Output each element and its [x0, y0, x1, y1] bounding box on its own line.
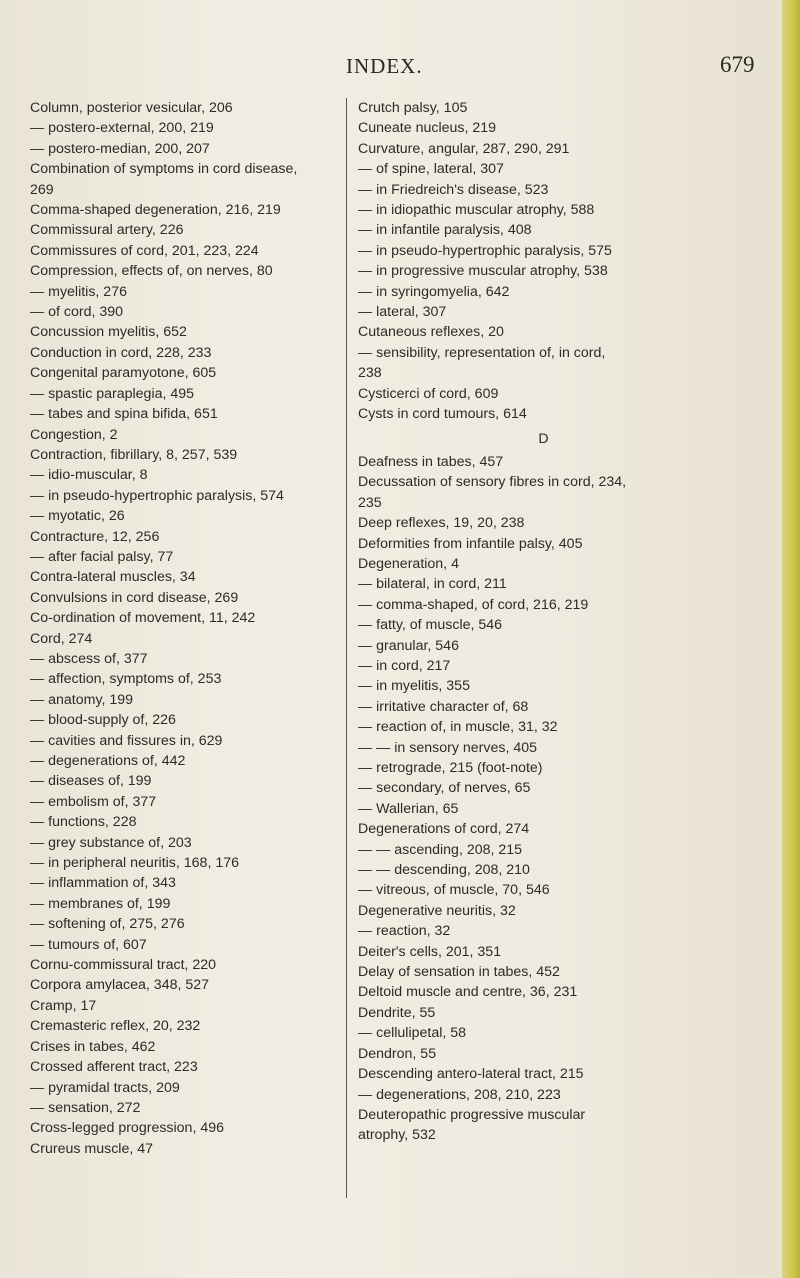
index-entry: Cuneate nucleus, 219 — [358, 120, 497, 137]
index-entry: Cysticerci of cord, 609 — [358, 385, 499, 402]
index-entry: — functions, 228 — [30, 814, 137, 831]
section-letter: D — [538, 430, 550, 447]
index-entry: — pyramidal tracts, 209 — [30, 1079, 180, 1096]
index-entry: 235 — [358, 494, 382, 511]
index-entry: Crossed afferent tract, 223 — [30, 1059, 198, 1076]
index-entry: Contraction, fibrillary, 8, 257, 539 — [30, 446, 238, 463]
index-entry: — postero-median, 200, 207 — [30, 140, 210, 157]
index-entry: — granular, 546 — [358, 637, 459, 654]
index-entry: Crureus muscle, 47 — [30, 1140, 154, 1157]
index-entry: Crutch palsy, 105 — [358, 100, 468, 116]
index-entry: — vitreous, of muscle, 70, 546 — [358, 882, 550, 899]
index-entry: — in pseudo-hypertrophic paralysis, 575 — [358, 242, 612, 259]
index-entry: — Wallerian, 65 — [358, 800, 459, 817]
index-entry: Degenerations of cord, 274 — [358, 821, 530, 838]
column-divider — [346, 98, 347, 1198]
index-entry: — membranes of, 199 — [30, 895, 171, 912]
index-entry: Cremasteric reflex, 20, 232 — [30, 1018, 201, 1035]
index-entry: Conduction in cord, 228, 233 — [30, 344, 212, 361]
page-header — [0, 54, 800, 84]
index-entry: — in pseudo-hypertrophic paralysis, 574 — [30, 487, 284, 504]
index-entry: Cord, 274 — [30, 630, 93, 647]
index-entry: — irritative character of, 68 — [358, 698, 529, 715]
index-entry: Cutaneous reflexes, 20 — [358, 324, 504, 341]
index-entry: — anatomy, 199 — [30, 691, 134, 708]
index-entry: — in myelitis, 355 — [358, 678, 470, 695]
index-entry: — in syringomyelia, 642 — [358, 283, 510, 300]
index-entry: — in Friedreich's disease, 523 — [358, 181, 549, 198]
index-entry: — of spine, lateral, 307 — [358, 161, 504, 178]
index-entry: Corpora amylacea, 348, 527 — [30, 977, 210, 994]
index-entry: — in peripheral neuritis, 168, 176 — [30, 855, 239, 872]
index-entry: — softening of, 275, 276 — [30, 916, 185, 933]
index-entry: Co-ordination of movement, 11, 242 — [30, 610, 256, 627]
index-entry: — grey substance of, 203 — [30, 834, 192, 851]
index-entry: — in idiopathic muscular atrophy, 588 — [358, 202, 595, 219]
index-entry: Degeneration, 4 — [358, 555, 459, 572]
index-entry: — spastic paraplegia, 495 — [30, 385, 195, 402]
index-entry: Convulsions in cord disease, 269 — [30, 589, 239, 606]
index-entry: — in cord, 217 — [358, 657, 451, 674]
index-entry: — degenerations, 208, 210, 223 — [358, 1086, 561, 1103]
index-entry: Congestion, 2 — [30, 426, 118, 443]
index-entry: Curvature, angular, 287, 290, 291 — [358, 140, 570, 157]
index-entry: — reaction, 32 — [358, 923, 451, 940]
index-entry: Degenerative neuritis, 32 — [358, 902, 516, 919]
index-entry: — sensation, 272 — [30, 1099, 141, 1116]
index-entry: — reaction of, in muscle, 31, 32 — [358, 719, 558, 736]
index-entry: Deformities from infantile palsy, 405 — [358, 535, 583, 552]
index-entry: Dendrite, 55 — [358, 1004, 436, 1021]
index-entry: — myotatic, 26 — [30, 508, 125, 525]
index-entry: Deafness in tabes, 457 — [358, 453, 504, 470]
index-entry: — fatty, of muscle, 546 — [358, 617, 503, 634]
index-entry: — in progressive muscular atrophy, 538 — [358, 263, 608, 280]
index-entry: Decussation of sensory fibres in cord, 234, — [358, 474, 627, 491]
index-entry: Commissural artery, 226 — [30, 222, 184, 239]
index-entry: Cramp, 17 — [30, 997, 97, 1014]
index-entry: — sensibility, representation of, in cord, — [358, 344, 606, 361]
index-entry: — blood-supply of, 226 — [30, 712, 176, 729]
index-entry: — idio-muscular, 8 — [30, 467, 148, 484]
index-entry: Deep reflexes, 19, 20, 238 — [358, 515, 525, 532]
index-entry: 238 — [358, 365, 382, 382]
index-entry: — tumours of, 607 — [30, 936, 147, 953]
index-entry: — degenerations of, 442 — [30, 753, 186, 769]
index-entry: Compression, effects of, on nerves, 80 — [30, 263, 273, 280]
index-entry: Comma-shaped degeneration, 216, 219 — [30, 202, 281, 219]
index-entry: — in infantile paralysis, 408 — [358, 222, 532, 239]
index-entry: Concussion myelitis, 652 — [30, 324, 187, 341]
index-entry: — after facial palsy, 77 — [30, 548, 174, 565]
index-entry: Deltoid muscle and centre, 36, 231 — [358, 984, 578, 1001]
index-entry: — inflammation of, 343 — [30, 875, 176, 892]
index-entry: — lateral, 307 — [358, 304, 447, 321]
index-entry: Cornu-commissural tract, 220 — [30, 957, 217, 974]
right-index-column — [358, 98, 730, 1146]
index-entry: Cross-legged progression, 496 — [30, 1120, 225, 1137]
index-entry: Descending antero-lateral tract, 215 — [358, 1066, 584, 1083]
index-entry: — embolism of, 377 — [30, 793, 157, 810]
index-entry: Contracture, 12, 256 — [30, 528, 160, 545]
left-index-column — [30, 98, 346, 1159]
page-edge — [782, 0, 800, 1278]
index-entry: — cellulipetal, 58 — [358, 1025, 467, 1042]
index-entry: — — descending, 208, 210 — [358, 862, 530, 879]
index-entry: Commissures of cord, 201, 223, 224 — [30, 242, 259, 259]
index-entry: Deiter's cells, 201, 351 — [358, 943, 502, 960]
index-entry: — abscess of, 377 — [30, 650, 148, 667]
running-head: INDEX. — [346, 54, 423, 78]
index-entry: Cysts in cord tumours, 614 — [358, 406, 527, 423]
index-entry: Contra-lateral muscles, 34 — [30, 569, 196, 586]
index-entry: Dendron, 55 — [358, 1045, 437, 1062]
index-entry: — of cord, 390 — [30, 304, 124, 321]
index-entry: — — ascending, 208, 215 — [358, 841, 523, 858]
index-entry: Crises in tabes, 462 — [30, 1038, 156, 1055]
index-entry: Congenital paramyotone, 605 — [30, 365, 217, 382]
index-entry: Column, posterior vesicular, 206 — [30, 100, 233, 116]
index-entry: — affection, symptoms of, 253 — [30, 671, 222, 688]
index-entry: atrophy, 532 — [358, 1127, 436, 1144]
index-entry: — postero-external, 200, 219 — [30, 120, 214, 137]
index-entry: — diseases of, 199 — [30, 773, 152, 790]
index-entry: — secondary, of nerves, 65 — [358, 780, 531, 797]
index-entry: — bilateral, in cord, 211 — [358, 576, 507, 593]
index-entry: Delay of sensation in tabes, 452 — [358, 964, 560, 981]
index-entry: Combination of symptoms in cord disease, — [30, 161, 298, 178]
index-entry: — tabes and spina bifida, 651 — [30, 406, 218, 423]
index-entry: — cavities and fissures in, 629 — [30, 732, 223, 749]
index-entry: — comma-shaped, of cord, 216, 219 — [358, 596, 589, 613]
index-entry: — retrograde, 215 (foot-note) — [358, 760, 543, 776]
index-entry: Deuteropathic progressive muscular — [358, 1106, 586, 1123]
index-entry: — — in sensory nerves, 405 — [358, 739, 537, 756]
index-entry: 269 — [30, 181, 54, 198]
index-entry: — myelitis, 276 — [30, 283, 127, 300]
page-number: 679 — [720, 52, 755, 77]
